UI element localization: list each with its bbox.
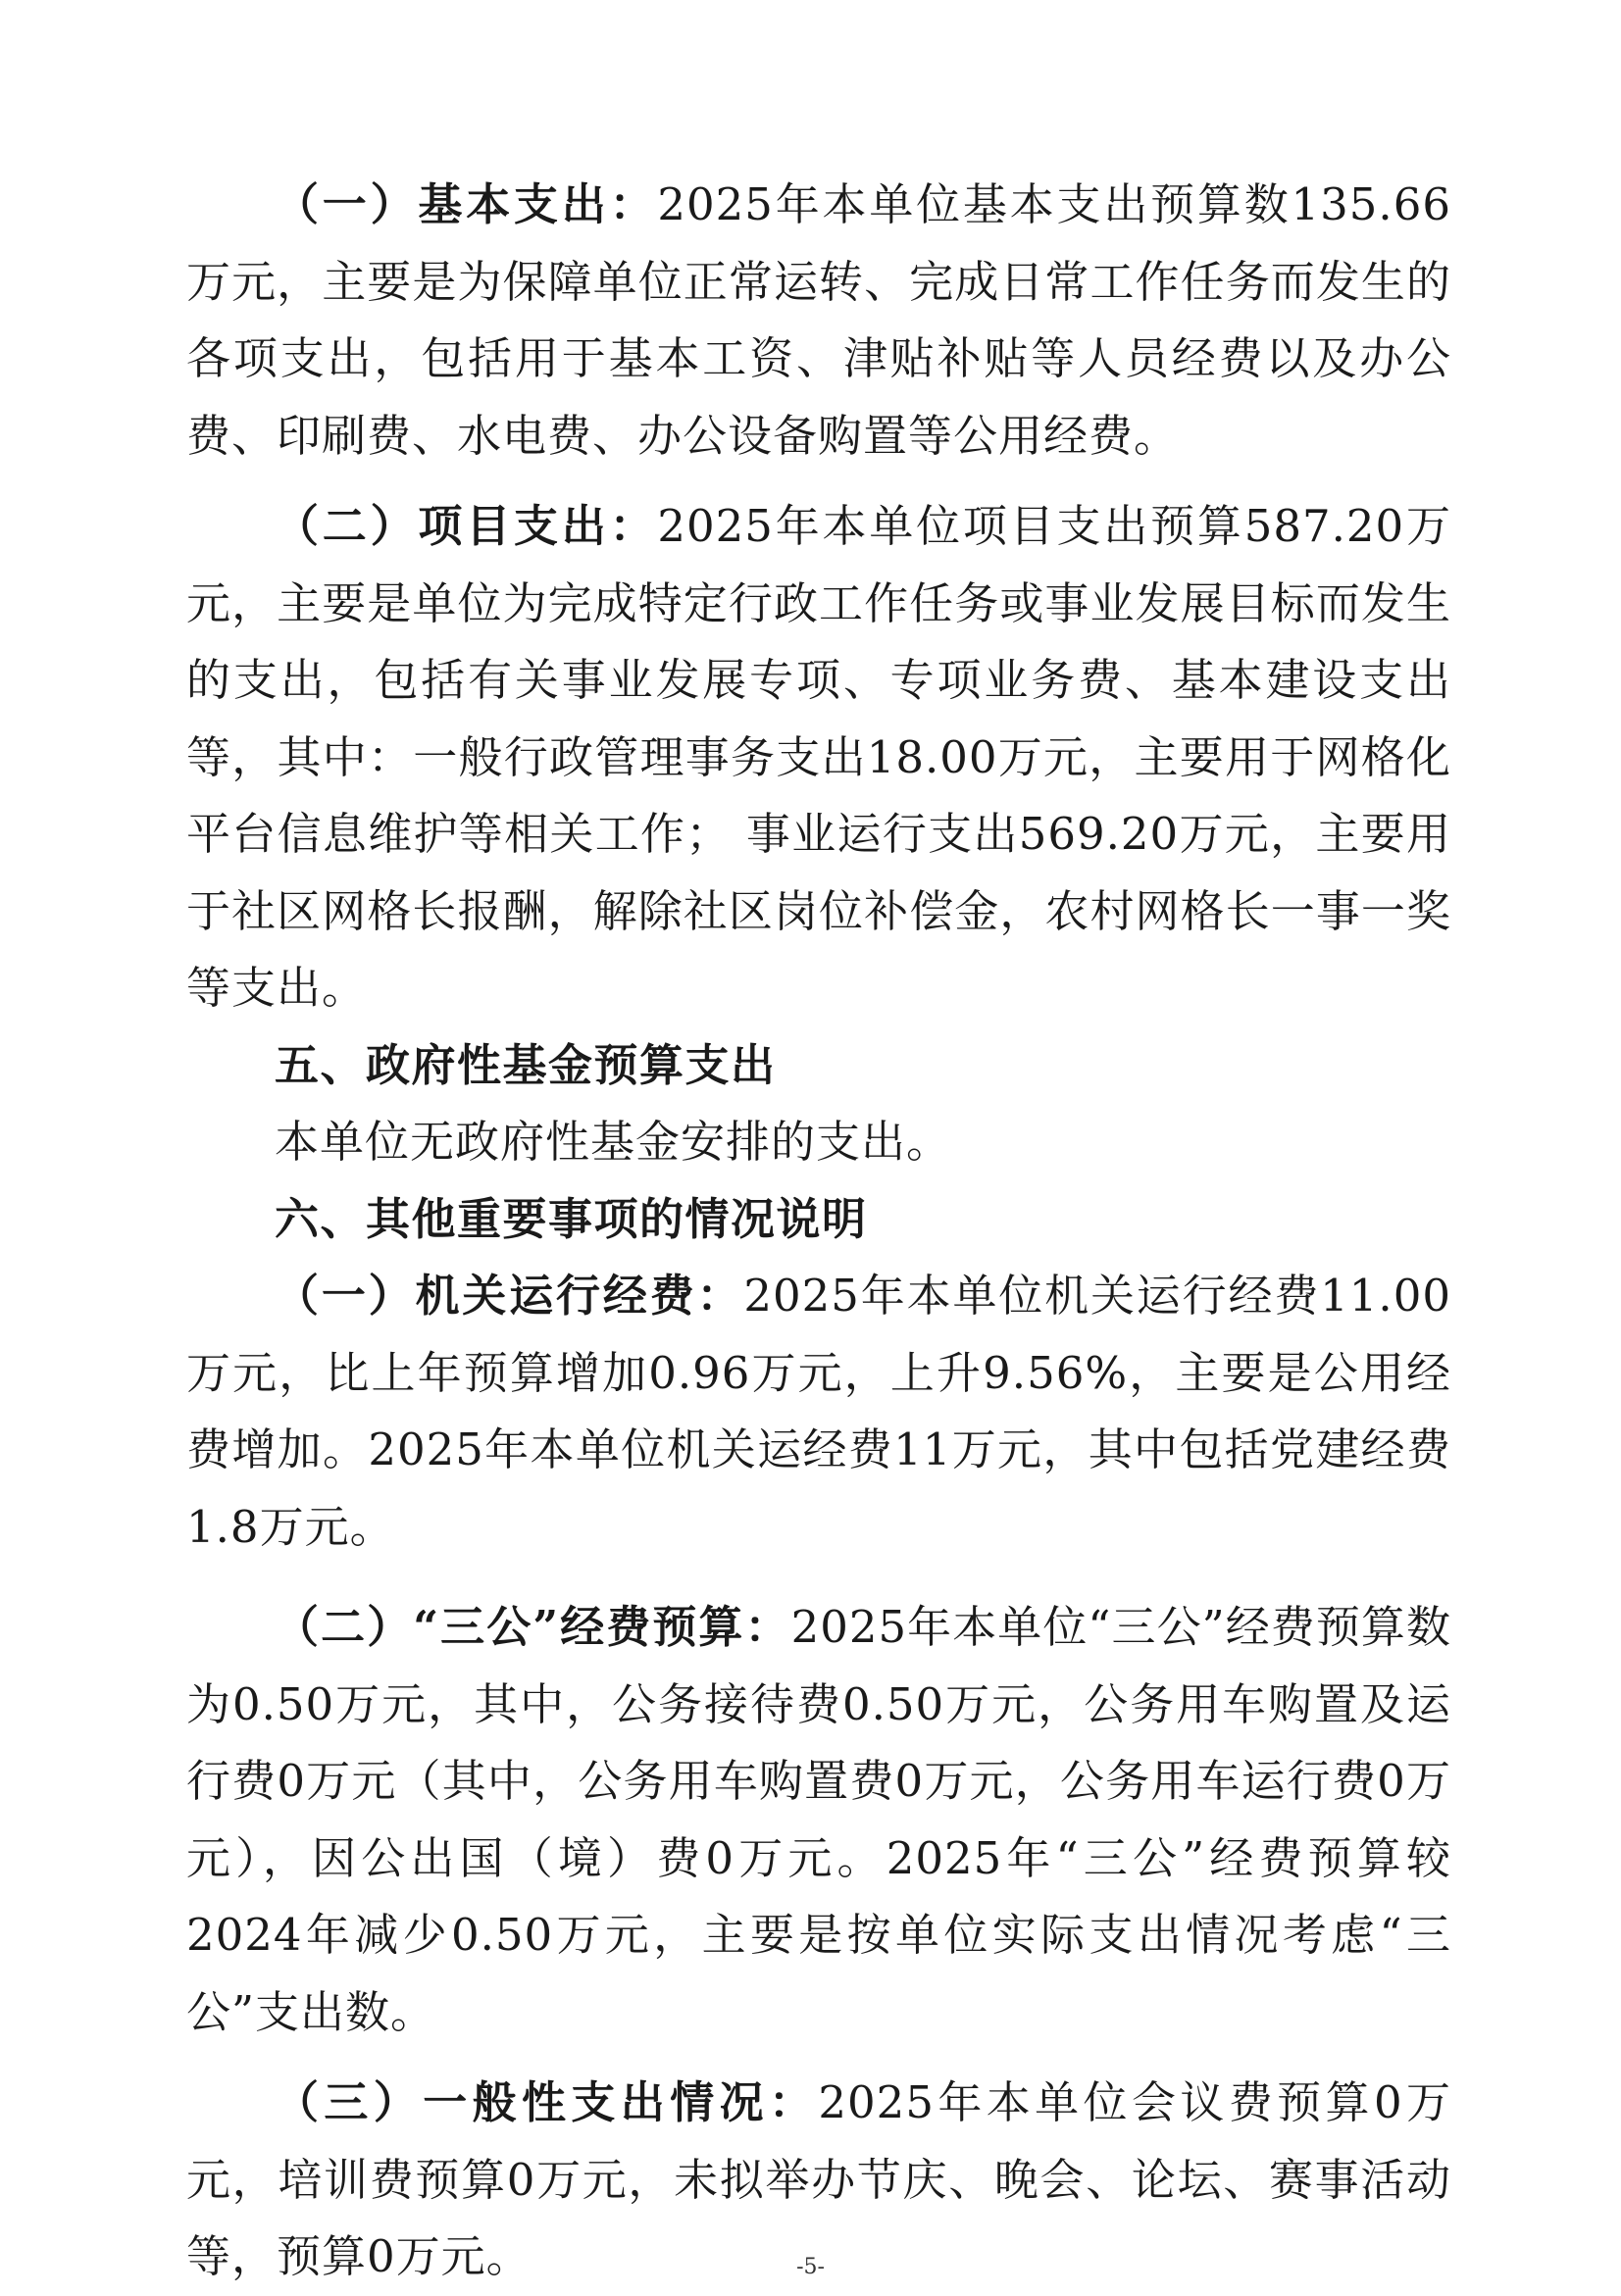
heading-project-expenditure: （二）项目支出： [275,500,658,552]
heading-operating-expenses: （一）机关运行经费： [275,1270,744,1322]
text-three-public-expenses: 2025年本单位“三公”经费预算数为0.50万元，其中，公务接待费0.50万元，公务用车购置及运行费0万元（其中，公务用车购置费0万元，公务用车运行费0万元），因公出国（境）费0万元。2025年“三公”经费预算较2024年减少0.50万元，主要是按单位实际支出情况考虑“三公”支出数。 [186,1601,1451,2038]
text-basic-expenditure: 2025年本单位基本支出预算数135.66万元，主要是为保障单位正常运转、完成日常工作任务而发生的各项支出，包括用于基本工资、津贴补贴等人员经费以及办公费、印刷费、水电费、办公设备购置等公用经费。 [186,178,1451,462]
heading-basic-expenditure: （一）基本支出： [275,178,658,230]
text-operating-expenses: 2025年本单位机关运行经费11.00万元，比上年预算增加0.96万元，上升9.56%，主要是公用经费增加。2025年本单位机关运经费11万元，其中包括党建经费1.8万元。 [186,1270,1451,1553]
document-page [186,167,1451,2296]
text-project-expenditure: 2025年本单位项目支出预算587.20万元，主要是单位为完成特定行政工作任务或事业发展目标而发生的支出，包括有关事业发展专项、专项业务费、基本建设支出等，其中：一般行政管理事务支出18.00万元，主要用于网格化平台信息维护等相关工作； 事业运行支出569.20万元，主要用于社区网格长报酬，解除社区岗位补偿金，农村网格长一事一奖等支出。 [186,500,1451,1014]
heading-general-expenses: （三）一般性支出情况： [275,2076,819,2128]
heading-three-public-expenses: （二）“三公”经费预算： [275,1601,791,1653]
paragraph-project-expenditure [186,488,1451,1027]
paragraph-three-public-expenses [186,1589,1451,2051]
section-title-gov-fund: 五、政府性基金预算支出 [275,1038,777,1091]
text-general-expenses: 2025年本单位会议费预算0万元，培训费预算0万元，未拟举办节庆、晚会、论坛、赛事活动等，预算0万元。 [186,2076,1451,2282]
paragraph-basic-expenditure [186,167,1451,474]
section-title-other-matters: 六、其他重要事项的情况说明 [275,1192,868,1245]
page-number: -5- [796,2255,825,2279]
paragraph-operating-expenses [186,1258,1451,1566]
text-gov-fund: 本单位无政府性基金安排的支出。 [275,1116,952,1168]
